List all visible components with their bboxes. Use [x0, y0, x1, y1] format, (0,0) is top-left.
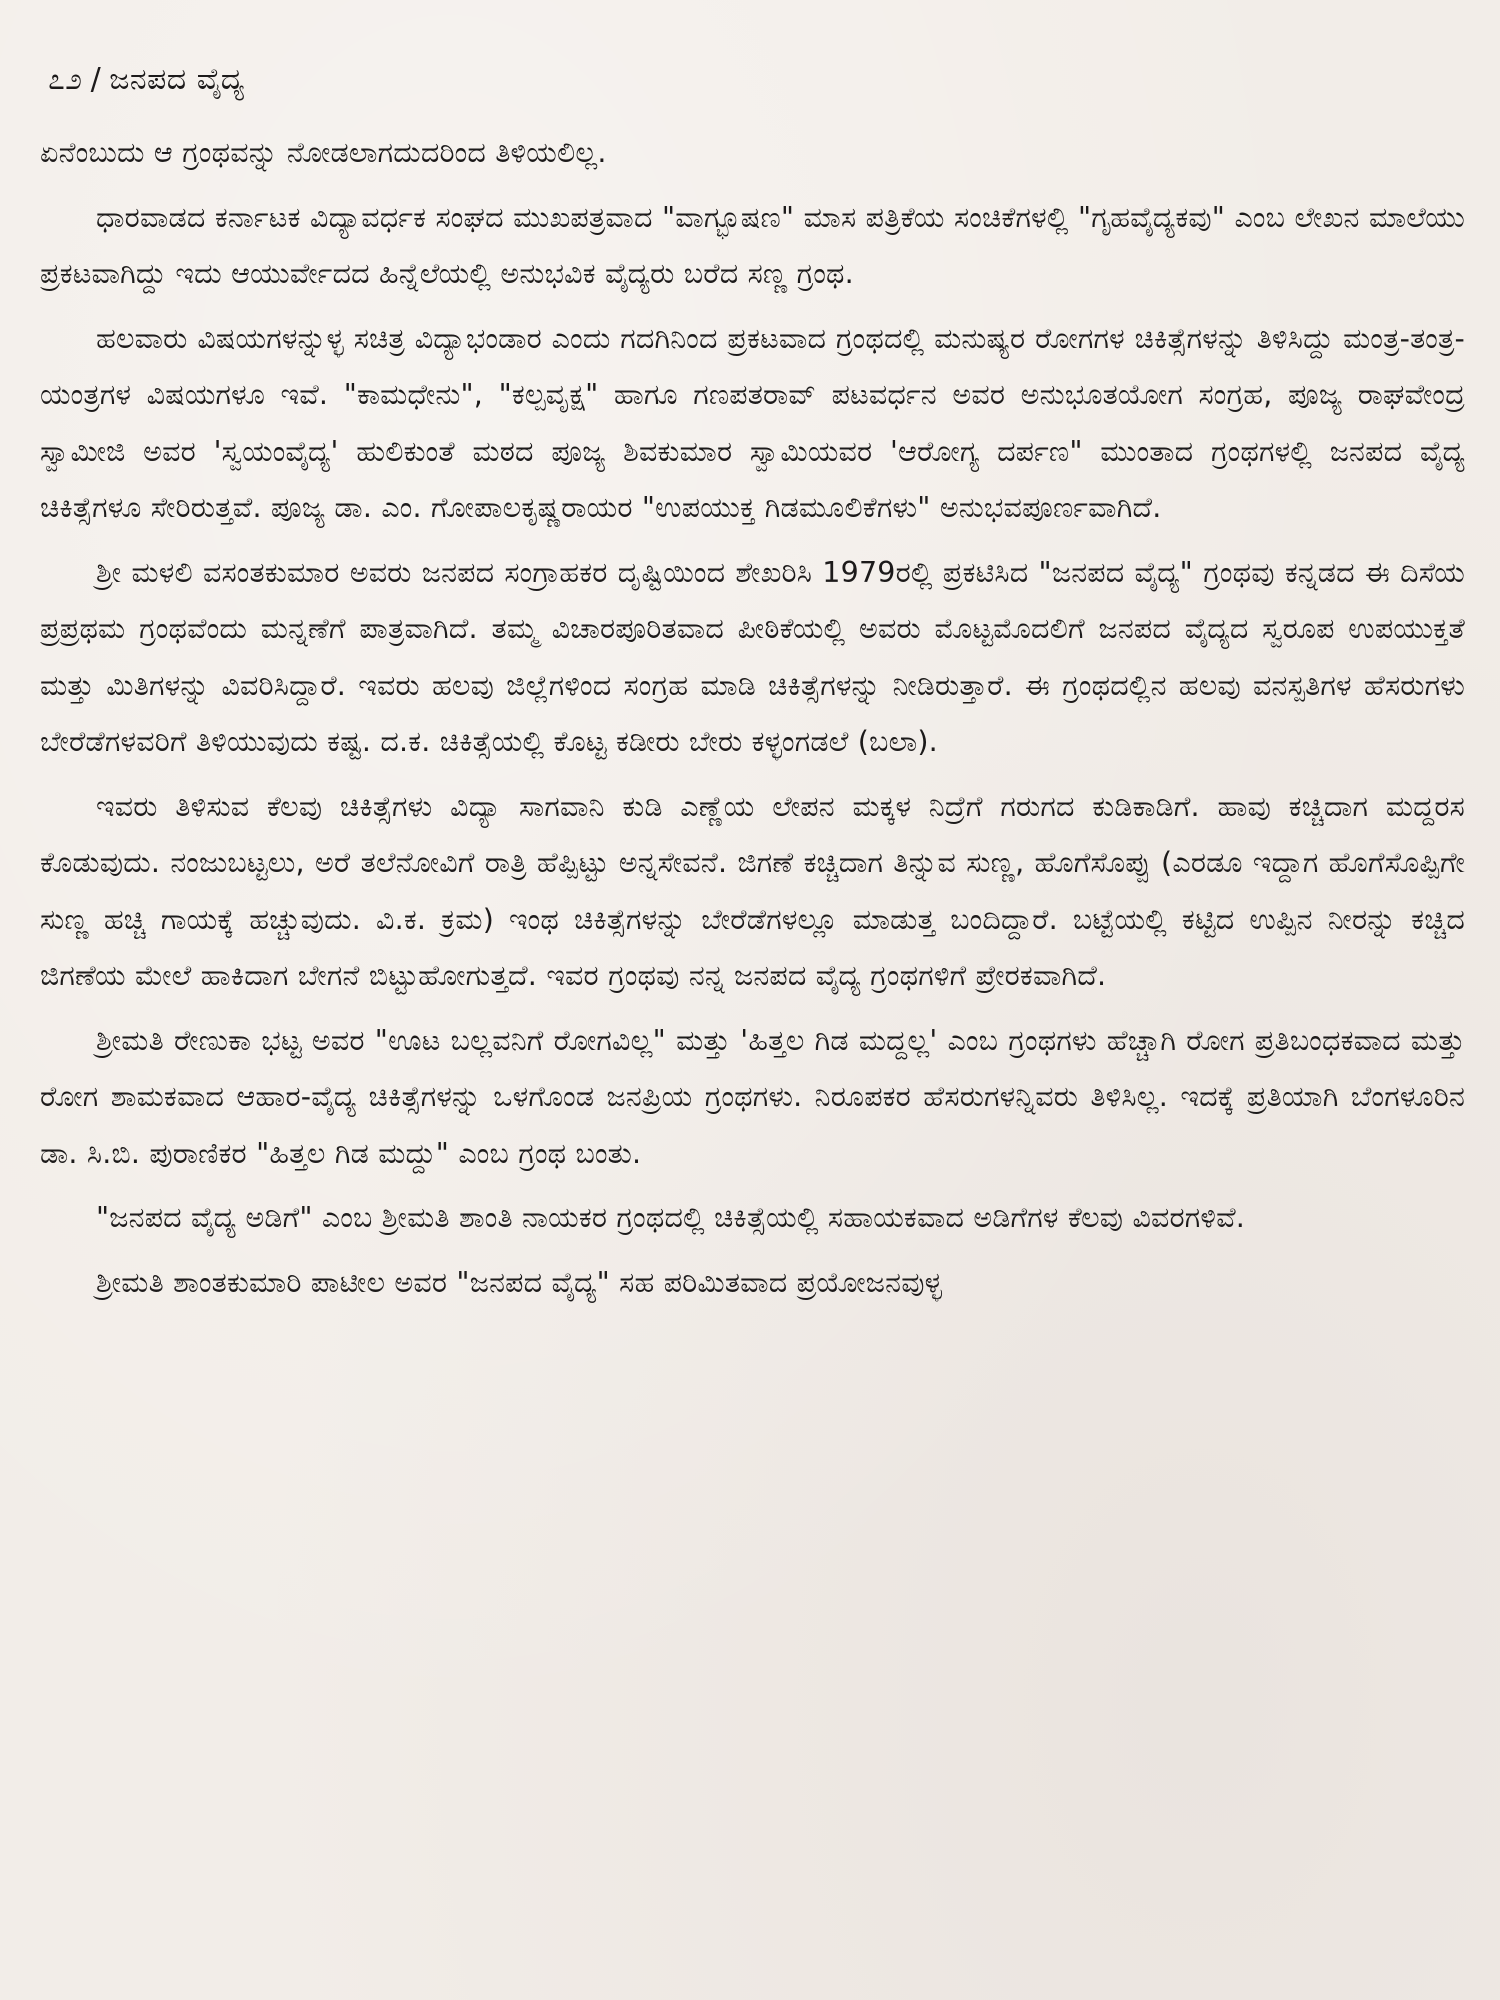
- paragraph: ಶ್ರೀಮತಿ ಶಾಂತಕುಮಾರಿ ಪಾಟೀಲ ಅವರ "ಜನಪದ ವೈದ್ಯ" ಸಹ ಪರಿಮಿತವಾದ ಪ್ರಯೋಜನವುಳ್ಳ: [96, 1265, 943, 1299]
- page-number: ೭೨: [48, 62, 83, 97]
- paragraph: "ಜನಪದ ವೈದ್ಯ ಅಡಿಗೆ" ಎಂಬ ಶ್ರೀಮತಿ ಶಾಂತಿ ನಾಯಕರ ಗ್ರಂಥದಲ್ಲಿ ಚಿಕಿತ್ಸೆಯಲ್ಲಿ ಸಹಾಯಕವಾದ ಅಡಿಗೆಗಳ ಕೆಲವು ವಿವರಗಳಿವೆ.: [96, 1201, 1246, 1234]
- running-header: [48, 60, 245, 100]
- paragraph: ಶ್ರೀಮತಿ ರೇಣುಕಾ ಭಟ್ಟ ಅವರ "ಊಟ ಬಲ್ಲವನಿಗೆ ರೋಗವಿಲ್ಲ" ಮತ್ತು 'ಹಿತ್ತಲ ಗಿಡ ಮದ್ದಲ್ಲ' ಎಂಬ ಗ್ರಂಥಗಳು ಹೆಚ್ಚಾಗಿ ರೋಗ ಪ್ರತಿಬಂಧಕವಾದ ಮತ್ತು ರೋಗ ಶಾಮಕವಾದ ಆಹಾರ-ವೈದ್ಯ ಚಿಕಿತ್ಸೆಗಳನ್ನು ಒಳಗೊಂಡ ಜನಪ್ರಿಯ ಗ್ರಂಥಗಳು. ನಿರೂಪಕರ ಹೆಸರುಗಳನ್ನಿವರು ತಿಳಿಸಿಲ್ಲ. ಇದಕ್ಕೆ ಪ್ರತಿಯಾಗಿ ಬೆಂಗಳೂರಿನ ಡಾ. ಸಿ.ಬಿ. ಪುರಾಣಿಕರ "ಹಿತ್ತಲ ಗಿಡ ಮದ್ದು" ಎಂಬ ಗ್ರಂಥ ಬಂತು.: [40, 1023, 1465, 1170]
- running-title: ಜನಪದ ವೈದ್ಯ: [109, 62, 245, 97]
- paragraph: ಧಾರವಾಡದ ಕರ್ನಾಟಕ ವಿದ್ಯಾವರ್ಧಕ ಸಂಘದ ಮುಖಪತ್ರವಾದ "ವಾಗ್ಭೂಷಣ" ಮಾಸ ಪತ್ರಿಕೆಯ ಸಂಚಿಕೆಗಳಲ್ಲಿ "ಗೃಹವೈದ್ಯಕವು" ಎಂಬ ಲೇಖನ ಮಾಲೆಯು ಪ್ರಕಟವಾಗಿದ್ದು ಇದು ಆಯುರ್ವೇದದ ಹಿನ್ನೆಲೆಯಲ್ಲಿ ಅನುಭವಿಕ ವೈದ್ಯರು ಬರೆದ ಸಣ್ಣ ಗ್ರಂಥ.: [40, 200, 1465, 290]
- paragraph: ಏನೆಂಬುದು ಆ ಗ್ರಂಥವನ್ನು ನೋಡಲಾಗದುದರಿಂದ ತಿಳಿಯಲಿಲ್ಲ.: [40, 136, 607, 169]
- header-separator: /: [90, 62, 102, 97]
- paragraph: ಇವರು ತಿಳಿಸುವ ಕೆಲವು ಚಿಕಿತ್ಸೆಗಳು ವಿದ್ಯಾ ಸಾಗವಾನಿ ಕುಡಿ ಎಣ್ಣೆಯ ಲೇಪನ ಮಕ್ಕಳ ನಿದ್ರೆಗೆ ಗರುಗದ ಕುಡಿಕಾಡಿಗೆ. ಹಾವು ಕಚ್ಚಿದಾಗ ಮದ್ದರಸ ಕೊಡುವುದು. ನಂಜುಬಟ್ಟಲು, ಅರೆ ತಲೆನೋವಿಗೆ ರಾತ್ರಿ ಹೆಪ್ಪಿಟ್ಟು ಅನ್ನಸೇವನೆ. ಜಿಗಣೆ ಕಚ್ಚಿದಾಗ ತಿನ್ನುವ ಸುಣ್ಣ, ಹೊಗೆಸೊಪ್ಪು (ಎರಡೂ ಇದ್ದಾಗ ಹೊಗೆಸೊಪ್ಪಿಗೇ ಸುಣ್ಣ ಹಚ್ಚಿ ಗಾಯಕ್ಕೆ ಹಚ್ಚುವುದು. ವಿ.ಕ. ಕ್ರಮ) ಇಂಥ ಚಿಕಿತ್ಸೆಗಳನ್ನು ಬೇರೆಡೆಗಳಲ್ಲೂ ಮಾಡುತ್ತ ಬಂದಿದ್ದಾರೆ. ಬಟ್ಟೆಯಲ್ಲಿ ಕಟ್ಟಿದ ಉಪ್ಪಿನ ನೀರನ್ನು ಕಚ್ಚಿದ ಜಿಗಣೆಯ ಮೇಲೆ ಹಾಕಿದಾಗ ಬೇಗನೆ ಬಿಟ್ಟುಹೋಗುತ್ತದೆ. ಇವರ ಗ್ರಂಥವು ನನ್ನ ಜನಪದ ವೈದ್ಯ ಗ್ರಂಥಗಳಿಗೆ ಪ್ರೇರಕವಾಗಿದೆ.: [40, 789, 1465, 992]
- paragraph: ಶ್ರೀ ಮಳಲಿ ವಸಂತಕುಮಾರ ಅವರು ಜನಪದ ಸಂಗ್ರಾಹಕರ ದೃಷ್ಟಿಯಿಂದ ಶೇಖರಿಸಿ 1979ರಲ್ಲಿ ಪ್ರಕಟಿಸಿದ "ಜನಪದ ವೈದ್ಯ" ಗ್ರಂಥವು ಕನ್ನಡದ ಈ ದಿಸೆಯ ಪ್ರಪ್ರಥಮ ಗ್ರಂಥವೆಂದು ಮನ್ನಣೆಗೆ ಪಾತ್ರವಾಗಿದೆ. ತಮ್ಮ ವಿಚಾರಪೂರಿತವಾದ ಪೀಠಿಕೆಯಲ್ಲಿ ಅವರು ಮೊಟ್ಟಮೊದಲಿಗೆ ಜನಪದ ವೈದ್ಯದ ಸ್ವರೂಪ ಉಪಯುಕ್ತತೆ ಮತ್ತು ಮಿತಿಗಳನ್ನು ವಿವರಿಸಿದ್ದಾರೆ. ಇವರು ಹಲವು ಜಿಲ್ಲೆಗಳಿಂದ ಸಂಗ್ರಹ ಮಾಡಿ ಚಿಕಿತ್ಸೆಗಳನ್ನು ನೀಡಿರುತ್ತಾರೆ. ಈ ಗ್ರಂಥದಲ್ಲಿನ ಹಲವು ವನಸ್ಪತಿಗಳ ಹೆಸರುಗಳು ಬೇರೆಡೆಗಳವರಿಗೆ ತಿಳಿಯುವುದು ಕಷ್ಟ. ದ.ಕ. ಚಿಕಿತ್ಸೆಯಲ್ಲಿ ಕೊಟ್ಟ ಕಡೀರು ಬೇರು ಕಳ್ಳಂಗಡಲೆ (ಬಲಾ).: [40, 555, 1465, 758]
- paragraph: ಹಲವಾರು ವಿಷಯಗಳನ್ನುಳ್ಳ ಸಚಿತ್ರ ವಿದ್ಯಾಭಂಡಾರ ಎಂದು ಗದಗಿನಿಂದ ಪ್ರಕಟವಾದ ಗ್ರಂಥದಲ್ಲಿ ಮನುಷ್ಯರ ರೋಗಗಳ ಚಿಕಿತ್ಸೆಗಳನ್ನು ತಿಳಿಸಿದ್ದು ಮಂತ್ರ-ತಂತ್ರ-ಯಂತ್ರಗಳ ವಿಷಯಗಳೂ ಇವೆ. "ಕಾಮಧೇನು", "ಕಲ್ಪವೃಕ್ಷ" ಹಾಗೂ ಗಣಪತರಾವ್ ಪಟವರ್ಧನ ಅವರ ಅನುಭೂತಯೋಗ ಸಂಗ್ರಹ, ಪೂಜ್ಯ ರಾಘವೇಂದ್ರ ಸ್ವಾಮೀಜಿ ಅವರ 'ಸ್ವಯಂವೈದ್ಯ' ಹುಲಿಕುಂತೆ ಮಠದ ಪೂಜ್ಯ ಶಿವಕುಮಾರ ಸ್ವಾಮಿಯವರ 'ಆರೋಗ್ಯ ದರ್ಪಣ" ಮುಂತಾದ ಗ್ರಂಥಗಳಲ್ಲಿ ಜನಪದ ವೈದ್ಯ ಚಿಕಿತ್ಸೆಗಳೂ ಸೇರಿರುತ್ತವೆ. ಪೂಜ್ಯ ಡಾ. ಎಂ. ಗೋಪಾಲಕೃಷ್ಣರಾಯರ "ಉಪಯುಕ್ತ ಗಿಡಮೂಲಿಕೆಗಳು" ಅನುಭವಪೂರ್ಣವಾಗಿದೆ.: [40, 321, 1465, 524]
- body-text: [40, 125, 1465, 1311]
